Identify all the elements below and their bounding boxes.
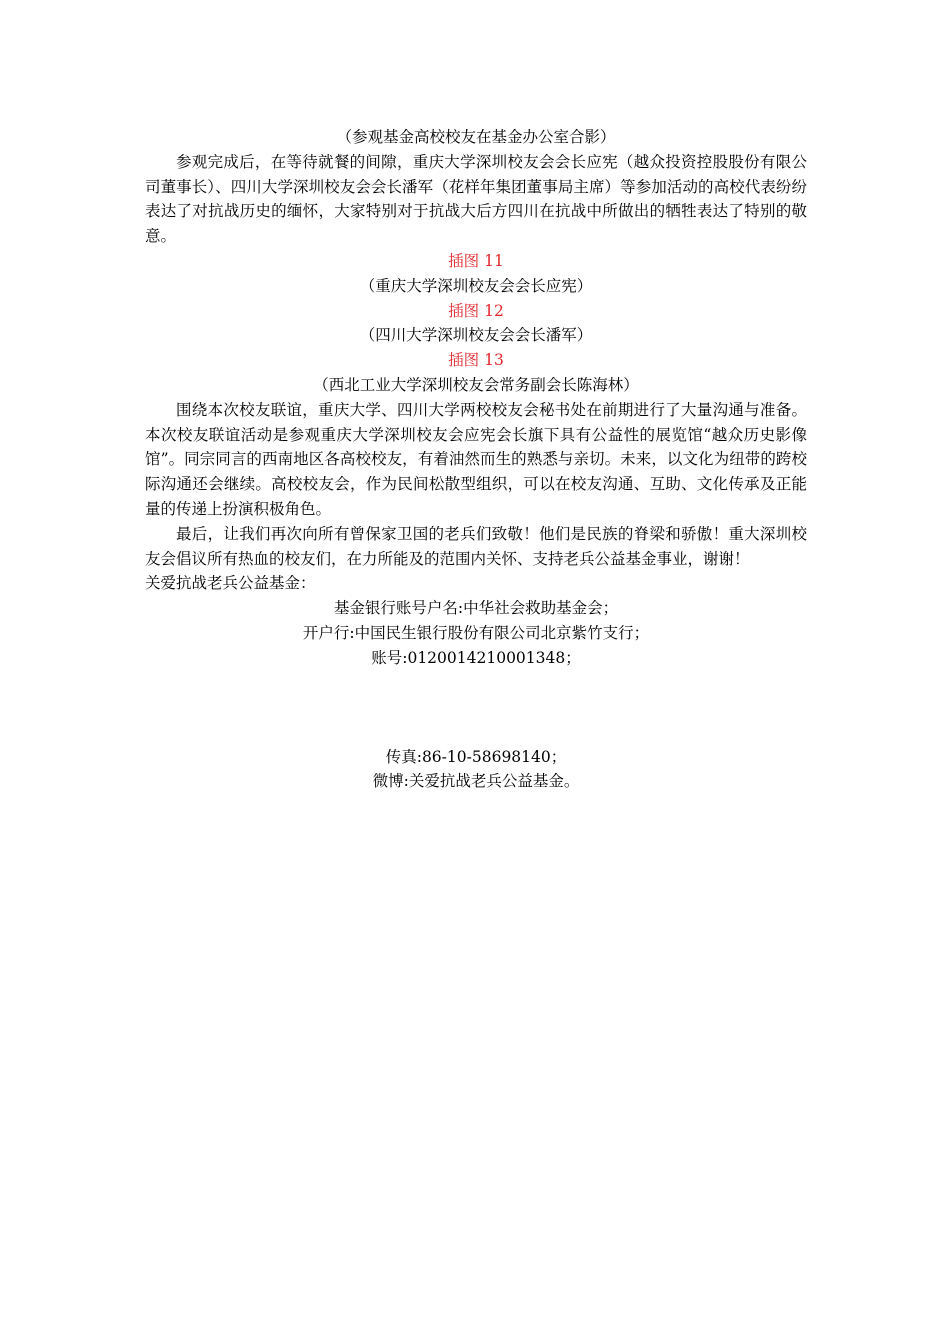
figure-11-label: 插图 11 (448, 251, 504, 270)
figure-12-caption: （四川大学深圳校友会会长潘军） (359, 326, 593, 345)
paragraph-visit-summary: 参观完成后，在等待就餐的间隙，重庆大学深圳校友会会长应宪（越众投资控股股份有限公司董事长）、四川大学深圳校友会会长潘军（花样年集团董事局主席）等参加活动的高校代表纷纷表达了对抗战历史的缅怀，大家特别对于抗战大后方四川在抗战中所做出的牺牲表达了特别的敬意。 (145, 152, 807, 246)
figure-13-caption: （西北工业大学深圳校友会常务副会长陈海林） (313, 375, 639, 394)
photo-caption-group: （参观基金高校校友在基金办公室合影） (336, 128, 616, 146)
fund-heading: 关爱抗战老兵公益基金： (145, 574, 316, 593)
document-page (145, 125, 807, 794)
fund-fax: 传真:86-10-58698140； (385, 747, 567, 766)
blank-gap (145, 671, 807, 745)
fund-bank: 开户行:中国民生银行股份有限公司北京紫竹支行； (302, 623, 650, 642)
paragraph-alumni-exchange: 围绕本次校友联谊，重庆大学、四川大学两校校友会秘书处在前期进行了大量沟通与准备。本次校友联谊活动是参观重庆大学深圳校友会应宪会长旗下具有公益性的展览馆“越众历史影像馆”。同宗同言的西南地区各高校校友，有着油然而生的熟悉与亲切。未来，以文化为纽带的跨校际沟通还会继续。高校校友会，作为民间松散型组织，可以在校友沟通、互助、文化传承及正能量的传递上扮演积极角色。 (145, 400, 807, 518)
figure-11-caption: （重庆大学深圳校友会会长应宪） (359, 276, 593, 295)
fund-account-number: 账号:0120014210001348； (371, 648, 581, 667)
figure-12-label: 插图 12 (448, 301, 504, 320)
fund-weibo: 微博:关爱抗战老兵公益基金。 (372, 772, 580, 791)
fund-account-name: 基金银行账号户名:中华社会救助基金会； (333, 599, 619, 618)
figure-13-label: 插图 13 (448, 351, 504, 370)
paragraph-closing: 最后，让我们再次向所有曾保家卫国的老兵们致敬！他们是民族的脊梁和骄傲！重大深圳校友会倡议所有热血的校友们，在力所能及的范围内关怀、支持老兵公益基金事业，谢谢！ (145, 524, 807, 568)
